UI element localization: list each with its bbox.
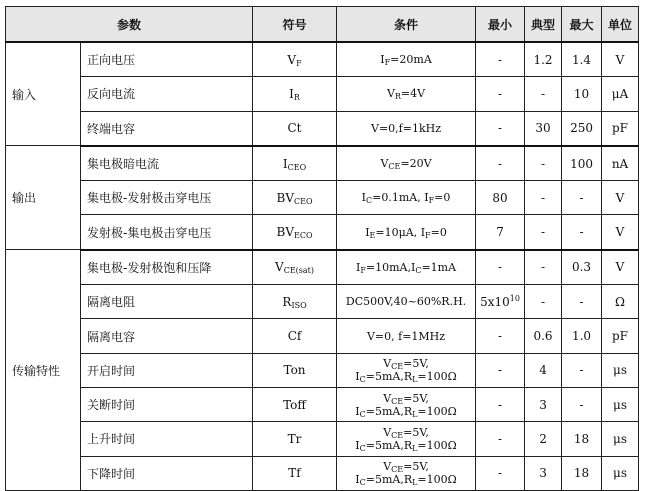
max-cell: - [562, 215, 602, 250]
min-cell: - [476, 42, 525, 77]
typ-cell: 4 [525, 353, 562, 387]
header-min: 最小 [476, 7, 525, 43]
typ-cell: 1.2 [525, 42, 562, 77]
max-cell: - [562, 181, 602, 215]
min-cell: - [476, 250, 525, 285]
max-cell: 18 [562, 456, 602, 490]
symbol-cell: $I_R$ [253, 77, 337, 111]
unit-cell: nA [602, 146, 639, 181]
min-cell: - [476, 319, 525, 353]
table-row [6, 42, 639, 77]
table-row [6, 215, 639, 250]
param-name: 正向电压 [81, 42, 253, 77]
min-cell: 80 [476, 181, 525, 215]
max-cell: 100 [562, 146, 602, 181]
symbol-cell: Cf [253, 319, 337, 353]
table-row [6, 353, 639, 387]
group-label-input: 输入 [6, 42, 81, 146]
condition-cell: V=0, f=1MHz [337, 319, 476, 353]
header-unit: 单位 [602, 7, 639, 43]
typ-cell: - [525, 250, 562, 285]
header-condition: 条件 [337, 7, 476, 43]
param-name: 集电极暗电流 [81, 146, 253, 181]
spec-table [5, 6, 639, 491]
typ-cell: - [525, 146, 562, 181]
unit-cell: pF [602, 319, 639, 353]
header-row [6, 7, 639, 43]
table-row [6, 319, 639, 353]
condition-cell: V=0,f=1kHz [337, 111, 476, 146]
group-label-output: 输出 [6, 146, 81, 250]
unit-cell: pF [602, 111, 639, 146]
param-name: 隔离电容 [81, 319, 253, 353]
symbol-cell: $V_{CE(sat)}$ [253, 250, 337, 285]
max-cell: - [562, 353, 602, 387]
condition-cell: $I_F=10mA,I_C=1mA$ [337, 250, 476, 285]
typ-cell: 0.6 [525, 319, 562, 353]
min-cell: - [476, 387, 525, 421]
table-row [6, 146, 639, 181]
param-name: 开启时间 [81, 353, 253, 387]
table-row [6, 111, 639, 146]
max-cell: 10 [562, 77, 602, 111]
param-name: 集电极-发射极击穿电压 [81, 181, 253, 215]
unit-cell: μs [602, 456, 639, 490]
param-name: 关断时间 [81, 387, 253, 421]
min-cell: $5x10^{10}$ [476, 285, 525, 319]
symbol-cell: Ton [253, 353, 337, 387]
symbol-cell: $R_{ISO}$ [253, 285, 337, 319]
param-name: 隔离电阻 [81, 285, 253, 319]
min-cell: - [476, 146, 525, 181]
min-cell: 7 [476, 215, 525, 250]
max-cell: 1.0 [562, 319, 602, 353]
symbol-cell: $I_{CEO}$ [253, 146, 337, 181]
param-name: 下降时间 [81, 456, 253, 490]
condition-cell: $V_{CE}=5V$, $I_C=5mA,R_L=100\Omega$ [337, 422, 476, 456]
spec-table-container [5, 6, 639, 491]
condition-cell: $I_E=10\mu A$, $I_F=0$ [337, 215, 476, 250]
table-row [6, 77, 639, 111]
unit-cell: μA [602, 77, 639, 111]
table-row [6, 387, 639, 421]
unit-cell: V [602, 215, 639, 250]
unit-cell: V [602, 42, 639, 77]
table-row [6, 285, 639, 319]
table-row [6, 456, 639, 490]
header-max: 最大 [562, 7, 602, 43]
min-cell: - [476, 353, 525, 387]
max-cell: 1.4 [562, 42, 602, 77]
symbol-cell: $V_F$ [253, 42, 337, 77]
typ-cell: 3 [525, 387, 562, 421]
symbol-cell: Tf [253, 456, 337, 490]
param-name: 终端电容 [81, 111, 253, 146]
condition-cell: $V_R=4V$ [337, 77, 476, 111]
symbol-cell: Ct [253, 111, 337, 146]
unit-cell: μs [602, 422, 639, 456]
condition-cell: $I_F=20mA$ [337, 42, 476, 77]
typ-cell: - [525, 285, 562, 319]
header-symbol: 符号 [253, 7, 337, 43]
typ-cell: - [525, 181, 562, 215]
typ-cell: - [525, 215, 562, 250]
typ-cell: 2 [525, 422, 562, 456]
condition-cell: $V_{CE}=5V$, $I_C=5mA,R_L=100\Omega$ [337, 456, 476, 490]
min-cell: - [476, 422, 525, 456]
group-label-transfer: 传输特性 [6, 250, 81, 491]
max-cell: 0.3 [562, 250, 602, 285]
condition-cell: DC500V,40~60%R.H. [337, 285, 476, 319]
symbol-cell: Tr [253, 422, 337, 456]
unit-cell: Ω [602, 285, 639, 319]
table-row [6, 181, 639, 215]
typ-cell: 3 [525, 456, 562, 490]
condition-cell: $I_C=0.1mA$, $I_F=0$ [337, 181, 476, 215]
max-cell: - [562, 285, 602, 319]
condition-cell: $V_{CE}=20V$ [337, 146, 476, 181]
unit-cell: V [602, 181, 639, 215]
max-cell: 250 [562, 111, 602, 146]
table-row [6, 250, 639, 285]
param-name: 集电极-发射极饱和压降 [81, 250, 253, 285]
typ-cell: - [525, 77, 562, 111]
unit-cell: μs [602, 387, 639, 421]
max-cell: - [562, 387, 602, 421]
table-row [6, 422, 639, 456]
min-cell: - [476, 111, 525, 146]
symbol-cell: $BV_{CEO}$ [253, 181, 337, 215]
max-cell: 18 [562, 422, 602, 456]
unit-cell: V [602, 250, 639, 285]
symbol-cell: Toff [253, 387, 337, 421]
header-typ: 典型 [525, 7, 562, 43]
condition-cell: $V_{CE}=5V$, $I_C=5mA,R_L=100\Omega$ [337, 353, 476, 387]
min-cell: - [476, 456, 525, 490]
param-name: 上升时间 [81, 422, 253, 456]
unit-cell: μs [602, 353, 639, 387]
condition-cell: $V_{CE}=5V$, $I_C=5mA,R_L=100\Omega$ [337, 387, 476, 421]
param-name: 反向电流 [81, 77, 253, 111]
header-param: 参数 [6, 7, 253, 43]
symbol-cell: $BV_{ECO}$ [253, 215, 337, 250]
param-name: 发射极-集电极击穿电压 [81, 215, 253, 250]
min-cell: - [476, 77, 525, 111]
typ-cell: 30 [525, 111, 562, 146]
